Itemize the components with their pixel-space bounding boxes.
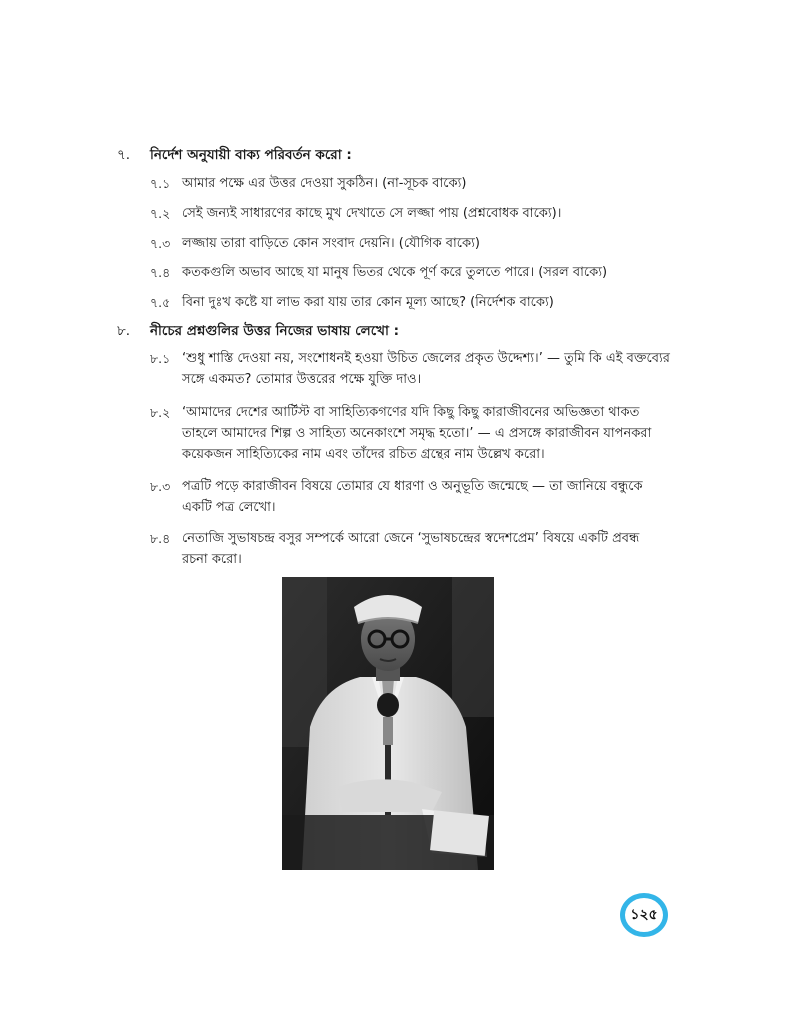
page-number: ১২৫	[630, 907, 658, 923]
item-8-2-line-3: কয়েকজন সাহিত্যিকের নাম এবং তাঁদের রচিত গ্রন্থের নাম উল্লেখ করো।	[182, 447, 545, 462]
item-7-2-text: সেই জন্যই সাধারণের কাছে মুখ দেখাতে সে লজ্জা পায় (প্রশ্নবোধক বাক্যে)।	[182, 206, 562, 221]
item-7-1-number: ৭.১	[150, 176, 171, 191]
item-7-4-number: ৭.৪	[150, 265, 171, 280]
item-7-2-number: ৭.২	[150, 206, 171, 221]
question-8-number: ৮.	[117, 323, 131, 339]
question-8-heading: নীচের প্রশ্নগুলির উত্তর নিজের ভাষায় লেখো :	[150, 323, 400, 339]
page-number-badge	[620, 893, 668, 937]
item-7-4-text: কতকগুলি অভাব আছে যা মানুষ ভিতর থেকে পূর্ণ করে তুলতে পারে। (সরল বাক্যে)	[182, 265, 608, 280]
item-8-3-line-1: পত্রটি পড়ে কারাজীবন বিষয়ে তোমার যে ধারণা ও অনুভূতি জন্মেছে — তা জানিয়ে বন্ধুকে	[182, 479, 643, 494]
item-8-4-number: ৮.৪	[150, 531, 171, 546]
item-8-1-line-1: ‘শুধু শাস্তি দেওয়া নয়, সংশোধনই হওয়া উচিত জেলের প্রকৃত উদ্দেশ্য।’ — তুমি কি এই বক্তব্যের	[182, 351, 670, 366]
item-8-4-line-1: নেতাজি সুভাষচন্দ্র বসুর সম্পর্কে আরো জেনে ‘সুভাষচন্দ্রের স্বদেশপ্রেম’ বিষয়ে একটি প্রবন্ধ	[182, 531, 640, 546]
item-8-2-line-1: ‘আমাদের দেশের আর্টিস্ট বা সাহিত্যিকগণের যদি কিছু কিছু কারাজীবনের অভিজ্ঞতা থাকত	[182, 405, 640, 420]
item-7-1-text: আমার পক্ষে এর উত্তর দেওয়া সুকঠিন। (না-সূচক বাক্যে)	[182, 176, 467, 191]
item-8-2-number: ৮.২	[150, 405, 171, 420]
question-7-heading: নির্দেশ অনুযায়ী বাক্য পরিবর্তন করো :	[150, 147, 352, 163]
question-7-number: ৭.	[117, 147, 131, 163]
item-7-5-text: বিনা দুঃখ কষ্টে যা লাভ করা যায় তার কোন মূল্য আছে? (নির্দেশক বাক্যে)	[182, 295, 554, 310]
item-8-3-number: ৮.৩	[150, 479, 171, 494]
item-7-5-number: ৭.৫	[150, 295, 171, 310]
photograph-illustration	[282, 577, 494, 870]
item-8-4-line-2: রচনা করো।	[182, 552, 242, 567]
item-8-2-line-2: তাহলে আমাদের শিল্প ও সাহিত্য অনেকাংশে সমৃদ্ধ হতো।’ — এ প্রসঙ্গে কারাজীবন যাপনকরা	[182, 426, 652, 441]
item-7-3-text: লজ্জায় তারা বাড়িতে কোন সংবাদ দেয়নি। (যৌগিক বাক্যে)	[182, 236, 480, 251]
item-7-3-number: ৭.৩	[150, 236, 171, 251]
netaji-photograph	[282, 577, 494, 870]
item-8-1-line-2: সঙ্গে একমত? তোমার উত্তরের পক্ষে যুক্তি দাও।	[182, 372, 422, 387]
item-8-3-line-2: একটি পত্র লেখো।	[182, 500, 276, 515]
item-8-1-number: ৮.১	[150, 351, 171, 366]
